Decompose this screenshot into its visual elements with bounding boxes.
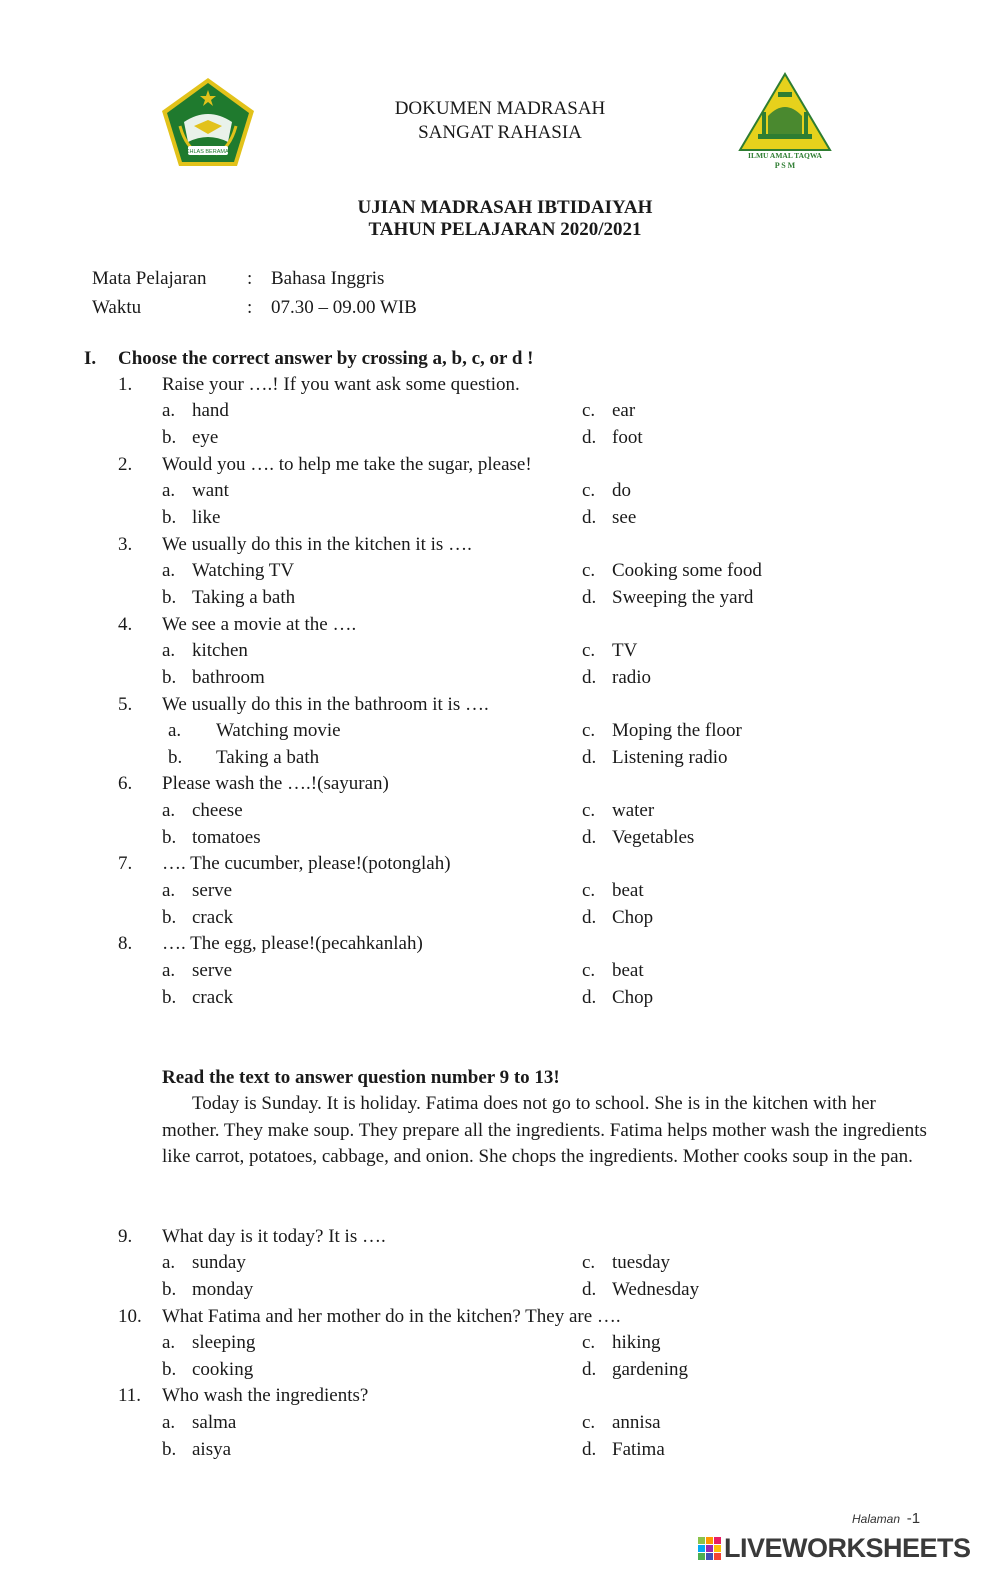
question-text: …. The cucumber, please!(potonglah) [162, 853, 451, 874]
option-b[interactable] [162, 907, 233, 929]
question-text: What day is it today? It is …. [162, 1226, 386, 1247]
option-d[interactable] [582, 907, 653, 929]
meta-row-time [92, 297, 417, 319]
option-letter: c. [582, 1252, 596, 1273]
option-text: Taking a bath [216, 747, 320, 768]
option-letter: d. [582, 827, 597, 848]
option-b[interactable] [162, 1279, 253, 1301]
page-number: -1 [906, 1510, 921, 1527]
option-text: see [612, 507, 637, 528]
question-text: Would you …. to help me take the sugar, please! [162, 454, 532, 475]
option-b[interactable] [162, 667, 265, 689]
option-c[interactable] [582, 720, 742, 742]
option-text: serve [192, 880, 233, 901]
right-logo-line2: P S M [774, 161, 796, 170]
option-a[interactable] [162, 1252, 246, 1274]
question-text: We usually do this in the kitchen it is …. [162, 534, 472, 555]
option-letter: a. [162, 640, 176, 661]
question-text: …. The egg, please!(pecahkanlah) [162, 933, 423, 954]
option-text: want [192, 480, 229, 501]
option-d[interactable] [582, 747, 728, 769]
question-text: We see a movie at the …. [162, 614, 357, 635]
left-logo-text: IKHLAS BERAMAL [184, 149, 232, 155]
option-text: foot [612, 427, 643, 448]
option-b[interactable] [162, 1439, 231, 1461]
header-line-1: DOKUMEN MADRASAH [394, 98, 606, 119]
option-letter: c. [582, 800, 596, 821]
option-c[interactable] [582, 880, 644, 902]
option-text: Listening radio [612, 747, 728, 768]
option-letter: d. [582, 1279, 597, 1300]
option-text: Watching movie [216, 720, 341, 741]
question-text: We usually do this in the bathroom it is …. [162, 694, 489, 715]
option-text: hand [192, 400, 229, 421]
question-number: 6. [118, 773, 133, 794]
option-d[interactable] [582, 1439, 665, 1461]
meta-label: Waktu [92, 297, 142, 318]
option-text: hiking [612, 1332, 661, 1353]
option-a[interactable] [162, 1332, 255, 1354]
option-text: monday [192, 1279, 254, 1300]
option-a[interactable] [162, 720, 341, 742]
option-c[interactable] [582, 400, 635, 422]
option-letter: b. [162, 507, 177, 528]
exam-title: UJIAN MADRASAH IBTIDAIYAH [357, 197, 653, 218]
option-a[interactable] [162, 800, 243, 822]
option-text: Sweeping the yard [612, 587, 754, 608]
option-text: bathroom [192, 667, 265, 688]
option-text: ear [612, 400, 636, 421]
option-text: TV [612, 640, 638, 661]
option-b[interactable] [162, 507, 221, 529]
header-line-2: SANGAT RAHASIA [418, 122, 582, 143]
question-text: Who wash the ingredients? [162, 1385, 369, 1406]
option-letter: b. [162, 1439, 177, 1460]
question-number: 1. [118, 374, 133, 395]
meta-row-subject [92, 268, 384, 290]
option-text: kitchen [192, 640, 248, 661]
option-d[interactable] [582, 507, 636, 529]
option-a[interactable] [162, 960, 232, 982]
option-text: Chop [612, 907, 654, 928]
option-d[interactable] [582, 1279, 699, 1301]
option-letter: c. [582, 400, 596, 421]
option-text: Watching TV [192, 560, 295, 581]
reading-heading: Read the text to answer question number 9 to 13! [162, 1067, 560, 1088]
option-letter: d. [582, 587, 597, 608]
option-letter: d. [582, 1359, 597, 1380]
option-d[interactable] [582, 667, 651, 689]
option-letter: b. [162, 827, 177, 848]
option-text: like [192, 507, 221, 528]
option-letter: b. [162, 987, 177, 1008]
option-text: Taking a bath [192, 587, 296, 608]
question-text: Please wash the ….!(sayuran) [162, 773, 389, 794]
meta-colon: : [247, 297, 253, 318]
option-letter: d. [582, 907, 597, 928]
option-letter: c. [582, 1332, 596, 1353]
option-b[interactable] [162, 427, 218, 449]
option-d[interactable] [582, 1359, 688, 1381]
option-text: sleeping [192, 1332, 256, 1353]
option-a[interactable] [162, 880, 232, 902]
option-a[interactable] [162, 640, 248, 662]
option-letter: b. [162, 1279, 177, 1300]
option-text: Cooking some food [612, 560, 762, 581]
option-letter: a. [162, 1412, 176, 1433]
option-text: serve [192, 960, 233, 981]
option-c[interactable] [582, 1252, 670, 1274]
option-text: Moping the floor [612, 720, 742, 741]
liveworksheets-grid-icon [698, 1537, 722, 1561]
option-c[interactable] [582, 480, 631, 502]
option-c[interactable] [582, 1332, 661, 1354]
option-text: sunday [192, 1252, 246, 1273]
option-letter: c. [582, 560, 596, 581]
option-text: crack [192, 987, 234, 1008]
option-b[interactable] [162, 827, 261, 849]
option-letter: a. [162, 880, 176, 901]
option-letter: d. [582, 987, 597, 1008]
option-letter: c. [582, 720, 596, 741]
meta-colon: : [247, 268, 253, 289]
section-instruction: Choose the correct answer by crossing a, b, c, or d ! [118, 348, 534, 369]
meta-label: Mata Pelajaran [92, 268, 207, 289]
question-number: 5. [118, 694, 133, 715]
exam-year: TAHUN PELAJARAN 2020/2021 [368, 219, 642, 240]
question-text: Raise your ….! If you want ask some question. [162, 374, 520, 395]
option-letter: a. [162, 400, 176, 421]
option-text: beat [612, 960, 644, 981]
liveworksheets-brand[interactable]: LIVEWORKSHEETS [724, 1533, 971, 1563]
option-text: tomatoes [192, 827, 261, 848]
reading-paragraph: Today is Sunday. It is holiday. Fatima does not go to school. She is in the kitchen with her mother. They make soup. They prepare all the ingredients. Fatima helps mother wash the ingredients like carrot, potatoes, cabbage, and onion. She chops the ingredients. Mother cooks soup in the pan. [162, 1093, 927, 1167]
option-d[interactable] [582, 827, 694, 849]
option-letter: b. [162, 1359, 177, 1380]
question-number: 7. [118, 853, 133, 874]
question-number: 11. [118, 1385, 142, 1406]
option-letter: d. [582, 1439, 597, 1460]
page-label: Halaman [852, 1512, 901, 1526]
question-number: 4. [118, 614, 133, 635]
option-text: Vegetables [612, 827, 695, 848]
option-c[interactable] [582, 560, 762, 582]
question-number: 3. [118, 534, 133, 555]
option-letter: a. [168, 720, 182, 741]
option-text: cheese [192, 800, 243, 821]
meta-value: Bahasa Inggris [271, 268, 385, 289]
option-letter: a. [162, 480, 176, 501]
option-text: aisya [192, 1439, 232, 1460]
option-letter: b. [162, 667, 177, 688]
option-text: Chop [612, 987, 654, 1008]
question-number: 8. [118, 933, 133, 954]
option-letter: c. [582, 640, 596, 661]
option-letter: c. [582, 880, 596, 901]
option-a[interactable] [162, 1412, 236, 1434]
question-number: 2. [118, 454, 133, 475]
option-text: cooking [192, 1359, 254, 1380]
option-d[interactable] [582, 987, 653, 1009]
page-number-label [852, 1510, 920, 1527]
question-number: 10. [118, 1306, 142, 1327]
option-b[interactable] [162, 747, 319, 769]
option-letter: a. [162, 800, 176, 821]
option-text: eye [192, 427, 219, 448]
option-letter: c. [582, 480, 596, 501]
option-letter: a. [162, 960, 176, 981]
question-number: 9. [118, 1226, 133, 1247]
option-letter: a. [162, 1332, 176, 1353]
option-letter: b. [162, 587, 177, 608]
option-c[interactable] [582, 1412, 661, 1434]
option-text: beat [612, 880, 644, 901]
question-text: What Fatima and her mother do in the kitchen? They are …. [162, 1306, 621, 1327]
option-a[interactable] [162, 480, 229, 502]
option-letter: b. [162, 907, 177, 928]
option-b[interactable] [162, 987, 233, 1009]
option-text: radio [612, 667, 652, 688]
section-number: I. [84, 348, 97, 369]
option-letter: c. [582, 960, 596, 981]
option-b[interactable] [162, 1359, 253, 1381]
option-text: Wednesday [612, 1279, 700, 1300]
option-letter: d. [582, 667, 597, 688]
option-text: salma [192, 1412, 237, 1433]
option-letter: c. [582, 1412, 596, 1433]
option-a[interactable] [162, 400, 229, 422]
option-d[interactable] [582, 587, 753, 609]
option-text: water [612, 800, 655, 821]
option-letter: a. [162, 560, 176, 581]
option-c[interactable] [582, 800, 654, 822]
option-b[interactable] [162, 587, 295, 609]
meta-value: 07.30 – 09.00 WIB [271, 297, 417, 318]
option-letter: b. [168, 747, 183, 768]
option-text: annisa [612, 1412, 661, 1433]
option-letter: b. [162, 427, 177, 448]
option-c[interactable] [582, 640, 637, 662]
option-letter: d. [582, 507, 597, 528]
option-c[interactable] [582, 960, 644, 982]
right-logo-line1: ILMU AMAL TAQWA [748, 151, 822, 160]
option-text: gardening [612, 1359, 688, 1380]
option-a[interactable] [162, 560, 294, 582]
option-letter: a. [162, 1252, 176, 1273]
option-letter: d. [582, 747, 597, 768]
option-text: Fatima [612, 1439, 665, 1460]
option-letter: d. [582, 427, 597, 448]
option-text: crack [192, 907, 234, 928]
option-text: tuesday [612, 1252, 671, 1273]
option-text: do [612, 480, 631, 501]
option-d[interactable] [582, 427, 643, 449]
